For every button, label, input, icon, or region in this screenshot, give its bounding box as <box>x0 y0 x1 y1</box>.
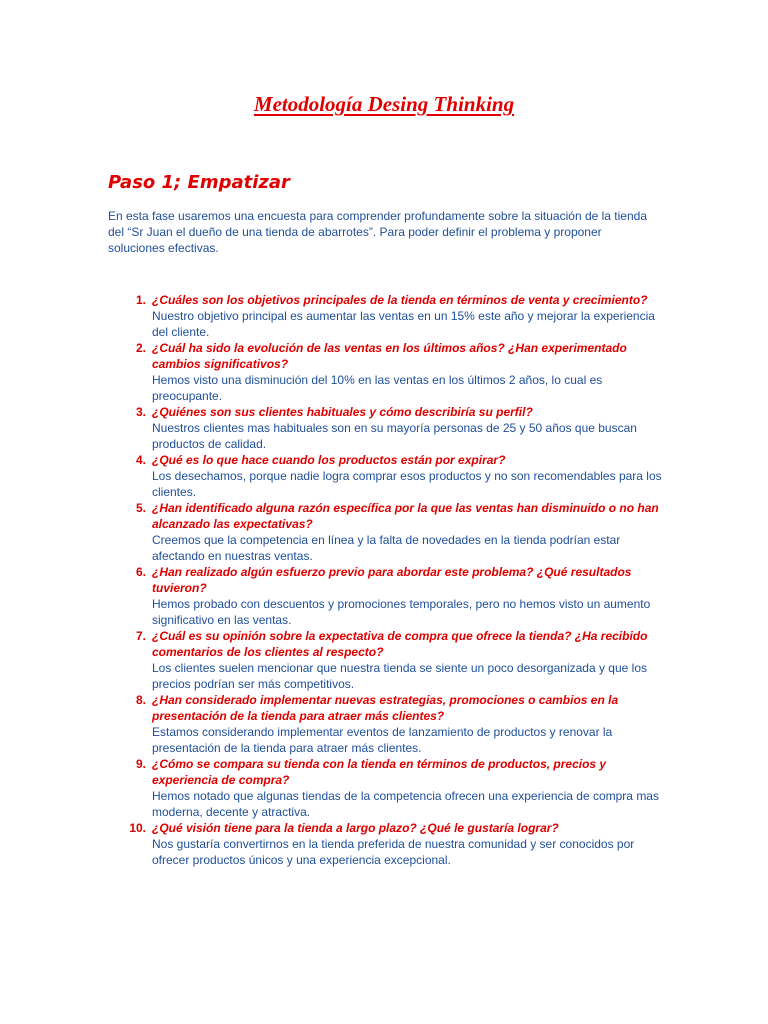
item-number: 3. <box>135 405 146 419</box>
section-heading: Paso 1; Empatizar <box>108 172 290 193</box>
list-item <box>108 564 668 628</box>
item-number: 4. <box>135 453 146 467</box>
intro-paragraph: En esta fase usaremos una encuesta para comprender profundamente sobre la situación de la tienda del “Sr Juan el dueño de una tienda de abarrotes”. Para poder definir el problema y proponer soluciones efectivas. <box>108 209 648 255</box>
item-number: 6. <box>135 565 146 579</box>
question-text: ¿Cómo se compara su tienda con la tienda en términos de productos, precios y experiencia de compra? <box>152 757 607 787</box>
question-text: ¿Cuál ha sido la evolución de las ventas en los últimos años? ¿Han experimentado cambios significativos? <box>152 341 627 371</box>
item-number: 10. <box>129 821 146 835</box>
item-number: 8. <box>135 693 146 707</box>
answer-text: Los clientes suelen mencionar que nuestra tienda se siente un poco desorganizada y que los precios podrían ser más competitivos. <box>152 661 647 691</box>
question-text: ¿Han realizado algún esfuerzo previo para abordar este problema? ¿Qué resultados tuvieron? <box>152 565 632 595</box>
list-item <box>108 628 668 692</box>
question-list <box>108 292 668 868</box>
item-number: 9. <box>135 757 146 771</box>
list-item <box>108 500 668 564</box>
question-text: ¿Quiénes son sus clientes habituales y cómo describiría su perfil? <box>152 405 533 419</box>
answer-text: Hemos notado que algunas tiendas de la competencia ofrecen una experiencia de compra mas moderna, decente y atractiva. <box>152 789 659 819</box>
answer-text: Hemos visto una disminución del 10% en las ventas en los últimos 2 años, lo cual es preocupante. <box>152 373 603 403</box>
item-number: 5. <box>135 501 146 515</box>
answer-text: Nuestros clientes mas habituales son en su mayoría personas de 25 y 50 años que buscan productos de calidad. <box>152 421 637 451</box>
question-text: ¿Qué es lo que hace cuando los productos están por expirar? <box>152 453 506 467</box>
answer-text: Hemos probado con descuentos y promociones temporales, pero no hemos visto un aumento significativo en las ventas. <box>152 597 651 627</box>
question-text: ¿Cuál es su opinión sobre la expectativa de compra que ofrece la tienda? ¿Ha recibido comentarios de los clientes al respecto? <box>152 629 648 659</box>
answer-text: Nuestro objetivo principal es aumentar las ventas en un 15% este año y mejorar la experiencia del cliente. <box>152 309 655 339</box>
answer-text: Estamos considerando implementar eventos de lanzamiento de productos y renovar la presentación de la tienda para atraer más clientes. <box>152 725 613 755</box>
answer-text: Nos gustaría convertirnos en la tienda preferida de nuestra comunidad y ser conocidos por ofrecer productos únicos y una experiencia excepcional. <box>152 837 635 867</box>
item-number: 2. <box>135 341 146 355</box>
list-item <box>108 340 668 404</box>
question-text: ¿Han considerado implementar nuevas estrategias, promociones o cambios en la presentación de la tienda para atraer más clientes? <box>152 693 619 723</box>
question-text: ¿Qué visión tiene para la tienda a largo plazo? ¿Qué le gustaría lograr? <box>152 821 559 835</box>
question-text: ¿Han identificado alguna razón específica por la que las ventas han disminuido o no han alcanzado las expectativas? <box>152 501 659 531</box>
document-title: Metodología Desing Thinking <box>253 92 515 116</box>
answer-text: Los desechamos, porque nadie logra comprar esos productos y no son recomendables para los clientes. <box>152 469 662 499</box>
item-number: 1. <box>135 293 146 307</box>
list-item <box>108 292 668 340</box>
list-item <box>108 404 668 452</box>
item-number: 7. <box>135 629 146 643</box>
answer-text: Creemos que la competencia en línea y la falta de novedades en la tienda podrían estar afectando en nuestras ventas. <box>152 533 621 563</box>
list-item <box>108 692 668 756</box>
list-item <box>108 820 668 868</box>
list-item <box>108 452 668 500</box>
question-text: ¿Cuáles son los objetivos principales de la tienda en términos de venta y crecimiento? <box>152 293 648 307</box>
list-item <box>108 756 668 820</box>
